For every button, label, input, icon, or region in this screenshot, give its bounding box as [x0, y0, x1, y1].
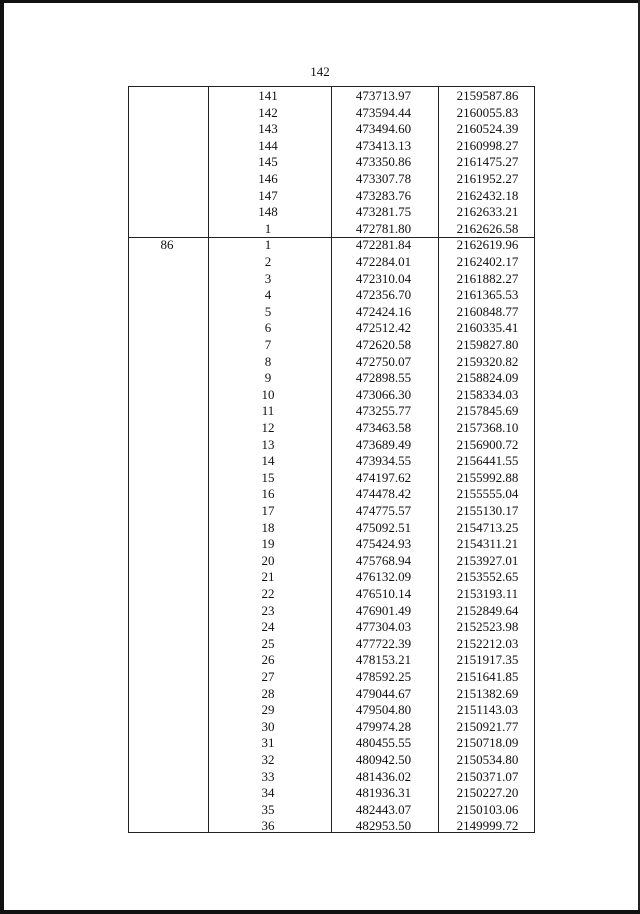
y-coordinate-cell: 2151641.85 — [456, 669, 519, 684]
table-row — [128, 769, 535, 786]
table-row — [128, 586, 535, 603]
table-row — [128, 453, 535, 470]
x-coordinate-cell: 473281.75 — [355, 204, 412, 220]
y-coordinate-cell: 2156900.72 — [456, 436, 519, 452]
x-coordinate-cell: 474478.42 — [355, 486, 412, 502]
x-coordinate-cell: 473713.97 — [355, 88, 412, 103]
page-edge-left — [0, 0, 4, 914]
y-coordinate-cell: 2155555.04 — [456, 486, 519, 502]
y-coordinate-cell: 2161475.27 — [456, 154, 519, 170]
x-coordinate-cell: 473594.44 — [355, 104, 412, 120]
table-row — [128, 719, 535, 736]
point-number-cell: 26 — [261, 652, 275, 668]
table-row — [128, 154, 535, 171]
y-coordinate-cell: 2162633.21 — [456, 204, 519, 220]
point-number-cell: 34 — [261, 785, 275, 801]
x-coordinate-cell: 473463.58 — [355, 420, 412, 435]
y-coordinate-cell: 2150718.09 — [456, 735, 519, 751]
point-number-cell: 12 — [261, 420, 275, 435]
table-row — [128, 271, 535, 288]
y-coordinate-cell: 2160335.41 — [456, 320, 519, 336]
table-row — [128, 686, 535, 703]
y-coordinate-cell: 2159587.86 — [456, 88, 519, 103]
y-coordinate-cell: 2160524.39 — [456, 121, 519, 137]
point-number-cell: 2 — [264, 254, 272, 269]
y-coordinate-cell: 2156441.55 — [456, 453, 519, 469]
y-coordinate-cell: 2150534.80 — [456, 752, 519, 767]
point-number-cell: 36 — [261, 818, 275, 834]
point-number-cell: 29 — [261, 702, 275, 718]
x-coordinate-cell: 481936.31 — [355, 785, 412, 801]
point-number-cell: 141 — [258, 88, 278, 103]
y-coordinate-cell: 2162432.18 — [456, 187, 519, 203]
x-coordinate-cell: 472620.58 — [355, 337, 412, 352]
point-number-cell: 18 — [261, 519, 275, 535]
table-row — [128, 486, 535, 503]
table-row — [128, 437, 535, 454]
x-coordinate-cell: 473283.76 — [355, 187, 412, 203]
point-number-cell: 9 — [264, 370, 272, 386]
x-coordinate-cell: 473689.49 — [355, 436, 412, 452]
x-coordinate-cell: 479504.80 — [355, 702, 412, 718]
y-coordinate-cell: 2161952.27 — [456, 171, 519, 186]
y-coordinate-cell: 2149999.72 — [456, 818, 519, 834]
point-number-cell: 27 — [261, 669, 275, 684]
point-number-cell: 143 — [258, 121, 278, 137]
y-coordinate-cell: 2154311.21 — [456, 536, 519, 552]
x-coordinate-cell: 478592.25 — [355, 669, 412, 684]
table-row — [128, 752, 535, 769]
x-coordinate-cell: 475768.94 — [355, 552, 412, 568]
table-row — [128, 536, 535, 553]
point-number-cell: 13 — [261, 436, 275, 452]
point-number-cell: 4 — [264, 287, 272, 303]
x-coordinate-cell: 473934.55 — [355, 453, 412, 469]
table-row — [128, 636, 535, 653]
x-coordinate-cell: 473066.30 — [355, 386, 412, 402]
y-coordinate-cell: 2153927.01 — [456, 552, 519, 568]
point-number-cell: 20 — [261, 552, 275, 568]
y-coordinate-cell: 2150227.20 — [456, 785, 519, 801]
x-coordinate-cell: 472750.07 — [355, 353, 412, 369]
page-edge-bottom — [0, 910, 640, 914]
point-number-cell: 15 — [261, 469, 275, 485]
y-coordinate-cell: 2154713.25 — [456, 519, 519, 535]
y-coordinate-cell: 2150371.07 — [456, 768, 519, 784]
point-number-cell: 8 — [264, 353, 272, 369]
y-coordinate-cell: 2151143.03 — [456, 702, 519, 718]
x-coordinate-cell: 476901.49 — [355, 602, 412, 618]
x-coordinate-cell: 480455.55 — [355, 735, 412, 751]
table-row — [128, 652, 535, 669]
point-number-cell: 144 — [258, 137, 278, 153]
y-coordinate-cell: 2152212.03 — [456, 635, 519, 651]
x-coordinate-cell: 472424.16 — [355, 303, 412, 319]
table-row — [128, 287, 535, 304]
table-row — [128, 204, 535, 221]
x-coordinate-cell: 473255.77 — [355, 403, 412, 419]
y-coordinate-cell: 2160848.77 — [456, 303, 519, 319]
x-coordinate-cell: 479974.28 — [355, 718, 412, 734]
point-number-cell: 10 — [261, 386, 275, 402]
table-border-top — [128, 86, 535, 87]
table-row — [128, 370, 535, 387]
table-row — [128, 121, 535, 138]
x-coordinate-cell: 475092.51 — [355, 519, 412, 535]
y-coordinate-cell: 2151382.69 — [456, 685, 519, 701]
x-coordinate-cell: 482443.07 — [355, 801, 412, 817]
table-row — [128, 470, 535, 487]
table-row — [128, 320, 535, 337]
point-number-cell: 145 — [258, 154, 278, 170]
point-number-cell: 14 — [261, 453, 275, 469]
y-coordinate-cell: 2152523.98 — [456, 619, 519, 635]
table-row — [128, 171, 535, 188]
y-coordinate-cell: 2158824.09 — [456, 370, 519, 386]
point-number-cell: 33 — [261, 768, 275, 784]
y-coordinate-cell: 2155992.88 — [456, 469, 519, 485]
point-number-cell: 1 — [264, 220, 272, 236]
point-number-cell: 32 — [261, 752, 275, 767]
point-number-cell: 19 — [261, 536, 275, 552]
point-number-cell: 35 — [261, 801, 275, 817]
point-number-cell: 21 — [261, 569, 275, 585]
x-coordinate-cell: 472281.84 — [355, 237, 412, 253]
y-coordinate-cell: 2150921.77 — [456, 718, 519, 734]
x-coordinate-cell: 476132.09 — [355, 569, 412, 585]
x-coordinate-cell: 479044.67 — [355, 685, 412, 701]
x-coordinate-cell: 477722.39 — [355, 635, 412, 651]
x-coordinate-cell: 472781.80 — [355, 220, 412, 236]
table-row — [128, 337, 535, 354]
x-coordinate-cell: 482953.50 — [355, 818, 412, 834]
point-number-cell: 147 — [258, 187, 278, 203]
y-coordinate-cell: 2158334.03 — [456, 386, 519, 402]
table-row — [128, 304, 535, 321]
page-number: 142 — [310, 64, 330, 79]
table-row — [128, 553, 535, 570]
x-coordinate-cell: 474197.62 — [355, 469, 412, 485]
x-coordinate-cell: 481436.02 — [355, 768, 412, 784]
x-coordinate-cell: 472284.01 — [355, 254, 412, 269]
x-coordinate-cell: 478153.21 — [355, 652, 412, 668]
table-row — [128, 88, 535, 105]
table-row — [128, 188, 535, 205]
y-coordinate-cell: 2160998.27 — [456, 137, 519, 153]
point-number-cell: 146 — [258, 171, 278, 186]
point-number-cell: 1 — [264, 237, 272, 253]
x-coordinate-cell: 473350.86 — [355, 154, 412, 170]
table-row — [128, 503, 535, 520]
point-number-cell: 17 — [261, 503, 275, 518]
x-coordinate-cell: 477304.03 — [355, 619, 412, 635]
y-coordinate-cell: 2153193.11 — [456, 586, 519, 601]
x-coordinate-cell: 474775.57 — [355, 503, 412, 518]
y-coordinate-cell: 2159320.82 — [456, 353, 519, 369]
table-row — [128, 254, 535, 271]
point-number-cell: 28 — [261, 685, 275, 701]
table-row — [128, 138, 535, 155]
point-number-cell: 7 — [264, 337, 272, 352]
page-edge-top — [0, 0, 640, 3]
table-row — [128, 735, 535, 752]
table-row — [128, 702, 535, 719]
y-coordinate-cell: 2162402.17 — [456, 254, 519, 269]
point-number-cell: 5 — [264, 303, 272, 319]
table-row — [128, 354, 535, 371]
y-coordinate-cell: 2161882.27 — [456, 270, 519, 286]
table-row — [128, 105, 535, 122]
y-coordinate-cell: 2160055.83 — [456, 104, 519, 120]
table-row — [128, 669, 535, 686]
x-coordinate-cell: 473413.13 — [355, 137, 412, 153]
x-coordinate-cell: 480942.50 — [355, 752, 412, 767]
x-coordinate-cell: 472898.55 — [355, 370, 412, 386]
x-coordinate-cell: 472512.42 — [355, 320, 412, 336]
y-coordinate-cell: 2151917.35 — [456, 652, 519, 668]
x-coordinate-cell: 475424.93 — [355, 536, 412, 552]
table-row — [128, 619, 535, 636]
table-row — [128, 785, 535, 802]
table-row — [128, 237, 535, 254]
point-number-cell: 22 — [261, 586, 275, 601]
point-number-cell: 23 — [261, 602, 275, 618]
point-number-cell: 16 — [261, 486, 275, 502]
point-number-cell: 6 — [264, 320, 272, 336]
table-row — [128, 569, 535, 586]
y-coordinate-cell: 2161365.53 — [456, 287, 519, 303]
point-number-cell: 31 — [261, 735, 275, 751]
section-id-cell: 86 — [160, 237, 174, 253]
table-row — [128, 221, 535, 238]
table-row — [128, 420, 535, 437]
y-coordinate-cell: 2157845.69 — [456, 403, 519, 419]
table-row — [128, 403, 535, 420]
y-coordinate-cell: 2162626.58 — [456, 220, 519, 236]
point-number-cell: 3 — [264, 270, 272, 286]
coordinate-table — [128, 86, 535, 833]
y-coordinate-cell: 2162619.96 — [456, 237, 519, 253]
table-row — [128, 520, 535, 537]
x-coordinate-cell: 476510.14 — [355, 586, 412, 601]
point-number-cell: 142 — [258, 104, 278, 120]
table-row — [128, 603, 535, 620]
x-coordinate-cell: 473307.78 — [355, 171, 412, 186]
y-coordinate-cell: 2159827.80 — [456, 337, 519, 352]
y-coordinate-cell: 2150103.06 — [456, 801, 519, 817]
x-coordinate-cell: 472356.70 — [355, 287, 412, 303]
table-row — [128, 802, 535, 819]
y-coordinate-cell: 2155130.17 — [456, 503, 519, 518]
table-row — [128, 387, 535, 404]
point-number-cell: 25 — [261, 635, 275, 651]
point-number-cell: 148 — [258, 204, 278, 220]
point-number-cell: 11 — [261, 403, 275, 419]
point-number-cell: 30 — [261, 718, 275, 734]
x-coordinate-cell: 472310.04 — [355, 270, 412, 286]
y-coordinate-cell: 2153552.65 — [456, 569, 519, 585]
point-number-cell: 24 — [261, 619, 275, 635]
table-row — [128, 818, 535, 835]
y-coordinate-cell: 2152849.64 — [456, 602, 519, 618]
x-coordinate-cell: 473494.60 — [355, 121, 412, 137]
y-coordinate-cell: 2157368.10 — [456, 420, 519, 435]
